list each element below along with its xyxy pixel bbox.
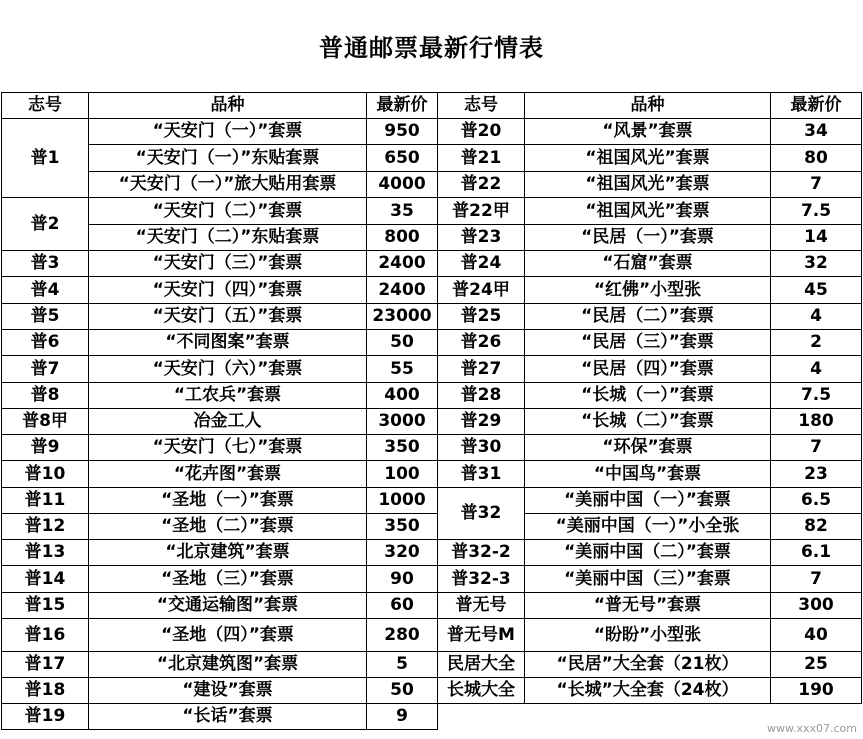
header-name-left: 品种 — [89, 93, 367, 119]
stamp-price-cell: 7 — [771, 566, 862, 593]
stamp-price-cell: 190 — [771, 678, 862, 704]
stamp-price-cell: 4 — [771, 356, 862, 383]
stamp-id-cell: 普无号 — [438, 593, 525, 619]
stamp-name-cell: “交通运输图”套票 — [89, 593, 367, 619]
stamp-name-cell: “天安门（一）”东贴套票 — [89, 145, 367, 172]
stamp-price-cell: 7.5 — [771, 383, 862, 409]
stamp-name-cell: “民居（四）”套票 — [525, 356, 771, 383]
stamp-id-cell: 普无号M — [438, 619, 525, 652]
stamp-id-cell: 普19 — [2, 704, 89, 730]
stamp-name-cell: “盼盼”小型张 — [525, 619, 771, 652]
stamp-price-cell: 45 — [771, 277, 862, 304]
stamp-name-cell: “中国鸟”套票 — [525, 461, 771, 488]
table-row — [2, 435, 862, 461]
stamp-name-cell: “不同图案”套票 — [89, 330, 367, 356]
stamp-name-cell: “圣地（四）”套票 — [89, 619, 367, 652]
table-row — [2, 277, 862, 304]
table-row — [2, 488, 862, 514]
stamp-id-cell: 普32-2 — [438, 540, 525, 566]
stamp-name-cell: “天安门（一）”旅大贴用套票 — [89, 172, 367, 198]
table-row — [2, 566, 862, 593]
stamp-name-cell: “环保”套票 — [525, 435, 771, 461]
stamp-name-cell: “圣地（二）”套票 — [89, 514, 367, 540]
stamp-price-cell: 320 — [367, 540, 438, 566]
stamp-id-cell: 普10 — [2, 461, 89, 488]
stamp-id-cell: 普21 — [438, 145, 525, 172]
stamp-id-cell: 普1 — [2, 119, 89, 198]
stamp-price-cell: 5 — [367, 652, 438, 678]
table-row — [2, 356, 862, 383]
stamp-id-cell: 普4 — [2, 277, 89, 304]
stamp-price-cell: 3000 — [367, 409, 438, 435]
stamp-price-cell: 650 — [367, 145, 438, 172]
stamp-id-cell: 普25 — [438, 304, 525, 330]
stamp-price-cell: 50 — [367, 678, 438, 704]
stamp-price-cell: 4 — [771, 304, 862, 330]
table-row — [2, 225, 862, 251]
stamp-name-cell: “民居（二）”套票 — [525, 304, 771, 330]
stamp-price-cell: 9 — [367, 704, 438, 730]
stamp-id-cell: 长城大全 — [438, 678, 525, 704]
stamp-id-cell: 普28 — [438, 383, 525, 409]
stamp-id-cell: 普24 — [438, 251, 525, 277]
stamp-name-cell: “北京建筑”套票 — [89, 540, 367, 566]
stamp-id-cell: 普23 — [438, 225, 525, 251]
stamp-id-cell: 普2 — [2, 198, 89, 251]
stamp-id-cell: 普32 — [438, 488, 525, 540]
stamp-id-cell: 普17 — [2, 652, 89, 678]
stamp-price-cell: 50 — [367, 330, 438, 356]
stamp-price-cell: 35 — [367, 198, 438, 225]
table-row — [2, 304, 862, 330]
stamp-price-cell: 6.5 — [771, 488, 862, 514]
stamp-name-cell: “天安门（五）”套票 — [89, 304, 367, 330]
stamp-name-cell: “美丽中国（三）”套票 — [525, 566, 771, 593]
stamp-id-cell: 普31 — [438, 461, 525, 488]
page-title: 普通邮票最新行情表 — [319, 34, 544, 62]
header-price-left: 最新价 — [367, 93, 438, 119]
stamp-id-cell: 普8甲 — [2, 409, 89, 435]
stamp-id-cell: 普12 — [2, 514, 89, 540]
stamp-name-cell: “民居”大全套（21枚） — [525, 652, 771, 678]
stamp-price-cell: 40 — [771, 619, 862, 652]
stamp-name-cell: “天安门（六）”套票 — [89, 356, 367, 383]
stamp-price-cell: 14 — [771, 225, 862, 251]
table-row — [2, 330, 862, 356]
table-row — [2, 251, 862, 277]
table-body — [2, 119, 862, 730]
header-id-right: 志号 — [438, 93, 525, 119]
stamp-name-cell: “长话”套票 — [89, 704, 367, 730]
stamp-name-cell: “民居（一）”套票 — [525, 225, 771, 251]
stamp-price-cell: 25 — [771, 652, 862, 678]
header-row — [2, 93, 862, 119]
stamp-price-cell: 60 — [367, 593, 438, 619]
stamp-price-cell: 2400 — [367, 251, 438, 277]
stamp-price-cell: 950 — [367, 119, 438, 145]
stamp-id-cell: 普30 — [438, 435, 525, 461]
header-id-left: 志号 — [2, 93, 89, 119]
stamp-price-cell: 7.5 — [771, 198, 862, 225]
stamp-id-cell: 普16 — [2, 619, 89, 652]
stamp-name-cell: “长城（一）”套票 — [525, 383, 771, 409]
watermark: www.xxx07.com — [767, 722, 857, 735]
stamp-name-cell: “长城”大全套（24枚） — [525, 678, 771, 704]
stamp-id-cell: 普13 — [2, 540, 89, 566]
table-row — [2, 119, 862, 145]
stamp-name-cell: “美丽中国（一）”小全张 — [525, 514, 771, 540]
table-row — [2, 704, 862, 730]
stamp-price-cell: 100 — [367, 461, 438, 488]
stamp-id-cell: 普14 — [2, 566, 89, 593]
stamp-price-cell: 300 — [771, 593, 862, 619]
stamp-price-cell: 280 — [367, 619, 438, 652]
stamp-id-cell: 普18 — [2, 678, 89, 704]
table-row — [2, 678, 862, 704]
stamp-id-cell: 普8 — [2, 383, 89, 409]
stamp-price-cell: 350 — [367, 514, 438, 540]
table-row — [2, 145, 862, 172]
stamp-price-cell: 90 — [367, 566, 438, 593]
table-row — [2, 540, 862, 566]
table-row — [2, 409, 862, 435]
stamp-name-cell: “民居（三）”套票 — [525, 330, 771, 356]
stamp-name-cell: “工农兵”套票 — [89, 383, 367, 409]
stamp-price-table — [1, 92, 862, 730]
stamp-name-cell: “祖国风光”套票 — [525, 198, 771, 225]
table-row — [2, 461, 862, 488]
header-price-right: 最新价 — [771, 93, 862, 119]
stamp-price-cell: 32 — [771, 251, 862, 277]
stamp-price-cell: 2 — [771, 330, 862, 356]
stamp-name-cell: “天安门（三）”套票 — [89, 251, 367, 277]
stamp-id-cell: 普26 — [438, 330, 525, 356]
stamp-id-cell: 普15 — [2, 593, 89, 619]
stamp-id-cell: 民居大全 — [438, 652, 525, 678]
stamp-id-cell: 普6 — [2, 330, 89, 356]
stamp-price-cell: 23 — [771, 461, 862, 488]
stamp-id-cell: 普32-3 — [438, 566, 525, 593]
stamp-price-cell: 350 — [367, 435, 438, 461]
table-row — [2, 383, 862, 409]
stamp-name-cell: “祖国风光”套票 — [525, 145, 771, 172]
stamp-id-cell: 普22 — [438, 172, 525, 198]
stamp-price-cell: 4000 — [367, 172, 438, 198]
stamp-id-cell: 普20 — [438, 119, 525, 145]
stamp-price-cell: 800 — [367, 225, 438, 251]
stamp-name-cell: “圣地（三）”套票 — [89, 566, 367, 593]
table-row — [2, 198, 862, 225]
stamp-name-cell: “圣地（一）”套票 — [89, 488, 367, 514]
stamp-name-cell: “天安门（二）”东贴套票 — [89, 225, 367, 251]
stamp-price-cell: 6.1 — [771, 540, 862, 566]
stamp-id-cell: 普9 — [2, 435, 89, 461]
stamp-name-cell: “花卉图”套票 — [89, 461, 367, 488]
stamp-name-cell: “美丽中国（二）”套票 — [525, 540, 771, 566]
stamp-name-cell: “普无号”套票 — [525, 593, 771, 619]
stamp-id-cell: 普24甲 — [438, 277, 525, 304]
table-row — [2, 619, 862, 652]
stamp-id-cell: 普7 — [2, 356, 89, 383]
stamp-name-cell: “石窟”套票 — [525, 251, 771, 277]
stamp-price-cell: 55 — [367, 356, 438, 383]
stamp-name-cell: “天安门（七）”套票 — [89, 435, 367, 461]
stamp-price-cell: 80 — [771, 145, 862, 172]
stamp-price-cell: 400 — [367, 383, 438, 409]
stamp-id-cell: 普27 — [438, 356, 525, 383]
table-row — [2, 593, 862, 619]
stamp-name-cell: “风景”套票 — [525, 119, 771, 145]
stamp-price-cell: 34 — [771, 119, 862, 145]
stamp-id-cell: 普11 — [2, 488, 89, 514]
header-name-right: 品种 — [525, 93, 771, 119]
table-row — [2, 514, 862, 540]
stamp-name-cell: “天安门（二）”套票 — [89, 198, 367, 225]
stamp-id-cell: 普3 — [2, 251, 89, 277]
stamp-name-cell: “天安门（四）”套票 — [89, 277, 367, 304]
table-row — [2, 172, 862, 198]
stamp-name-cell: “天安门（一）”套票 — [89, 119, 367, 145]
stamp-name-cell: “长城（二）”套票 — [525, 409, 771, 435]
stamp-price-cell: 180 — [771, 409, 862, 435]
stamp-name-cell: “北京建筑图”套票 — [89, 652, 367, 678]
stamp-name-cell: “祖国风光”套票 — [525, 172, 771, 198]
stamp-id-cell: 普5 — [2, 304, 89, 330]
stamp-id-cell: 普29 — [438, 409, 525, 435]
stamp-price-cell: 23000 — [367, 304, 438, 330]
stamp-id-cell: 普22甲 — [438, 198, 525, 225]
stamp-price-cell: 82 — [771, 514, 862, 540]
stamp-price-cell: 7 — [771, 172, 862, 198]
stamp-price-cell: 7 — [771, 435, 862, 461]
stamp-name-cell: “建设”套票 — [89, 678, 367, 704]
stamp-name-cell: “美丽中国（一）”套票 — [525, 488, 771, 514]
table-row — [2, 652, 862, 678]
stamp-name-cell: “红佛”小型张 — [525, 277, 771, 304]
stamp-price-cell: 1000 — [367, 488, 438, 514]
stamp-price-cell: 2400 — [367, 277, 438, 304]
stamp-name-cell: 冶金工人 — [89, 409, 367, 435]
